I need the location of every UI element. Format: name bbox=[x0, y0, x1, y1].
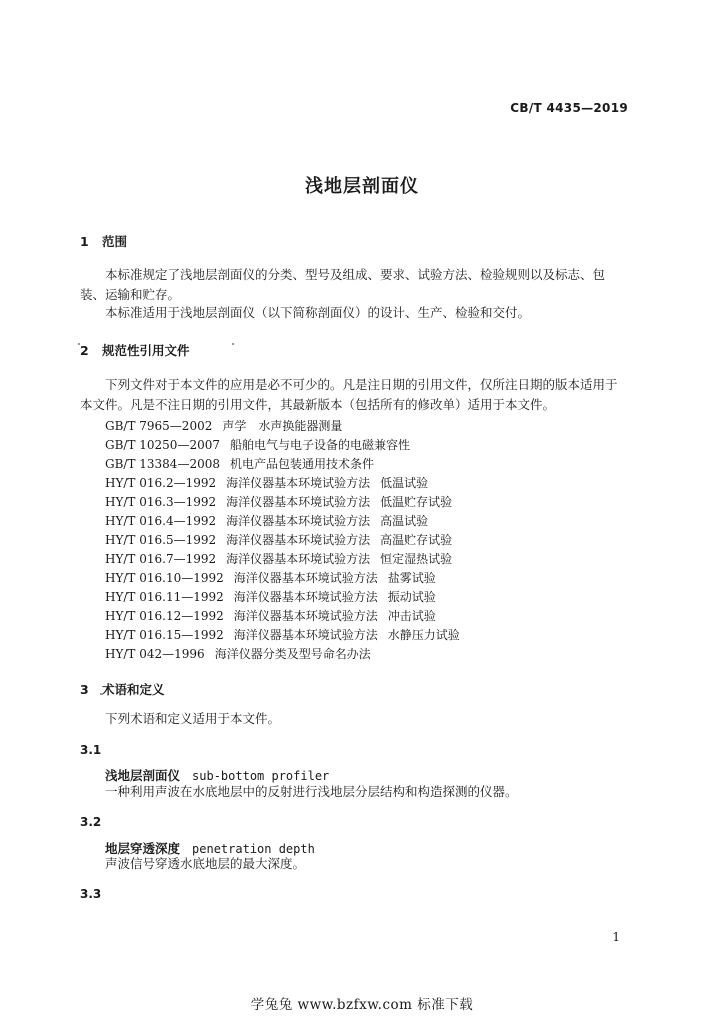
reference-item bbox=[105, 569, 436, 586]
reference-title: 声学 水声换能器测量 bbox=[222, 419, 343, 433]
standard-code: CB/T 4435—2019 bbox=[510, 101, 628, 115]
reference-test: 高温试验 bbox=[380, 514, 429, 528]
term-english: sub-bottom profiler bbox=[192, 769, 330, 783]
reference-item bbox=[105, 493, 452, 510]
term-english: penetration depth bbox=[192, 842, 315, 856]
reference-code: HY/T 042—1996 bbox=[105, 647, 205, 661]
reference-title: 海洋仪器基本环境试验方法 bbox=[233, 590, 378, 604]
reference-code: HY/T 016.11—1992 bbox=[105, 590, 224, 604]
reference-code: GB/T 7965—2002 bbox=[105, 419, 213, 433]
reference-item bbox=[105, 531, 452, 548]
reference-test: 高温贮存试验 bbox=[380, 533, 453, 547]
term-chinese: 地层穿透深度 bbox=[105, 841, 181, 856]
scan-speck bbox=[100, 693, 102, 695]
reference-item bbox=[105, 607, 436, 624]
reference-code: GB/T 10250—2007 bbox=[105, 438, 220, 452]
footer-watermark: 学兔兔 www.bzfxw.com 标准下载 bbox=[250, 997, 474, 1013]
reference-title: 海洋仪器基本环境试验方法 bbox=[226, 552, 371, 566]
section-title: 术语和定义 bbox=[102, 682, 165, 697]
reference-code: HY/T 016.10—1992 bbox=[105, 571, 224, 585]
clause-number: 3.2 bbox=[80, 815, 102, 829]
reference-test: 振动试验 bbox=[387, 590, 436, 604]
reference-code: HY/T 016.7—1992 bbox=[105, 552, 217, 566]
reference-title: 海洋仪器基本环境试验方法 bbox=[226, 533, 371, 547]
reference-code: HY/T 016.12—1992 bbox=[105, 609, 224, 623]
reference-code: HY/T 016.4—1992 bbox=[105, 514, 217, 528]
reference-item bbox=[105, 436, 410, 453]
section-title: 规范性引用文件 bbox=[102, 343, 190, 358]
reference-item bbox=[105, 512, 428, 529]
reference-test: 盐雾试验 bbox=[387, 571, 436, 585]
scope-paragraph-1: 本标准规定了浅地层剖面仪的分类、型号及组成、要求、试验方法、检验规则以及标志、包装、运输和贮存。 bbox=[80, 267, 606, 302]
section-2-heading bbox=[80, 341, 190, 359]
reference-title: 船舶电气与电子设备的电磁兼容性 bbox=[229, 438, 410, 452]
term-definition: 声波信号穿透水底地层的最大深度。 bbox=[105, 856, 306, 871]
reference-test: 水静压力试验 bbox=[387, 628, 460, 642]
reference-item bbox=[105, 417, 342, 434]
reference-code: HY/T 016.5—1992 bbox=[105, 533, 217, 547]
reference-code: HY/T 016.15—1992 bbox=[105, 628, 224, 642]
reference-title: 机电产品包装通用技术条件 bbox=[229, 457, 374, 471]
reference-title: 海洋仪器基本环境试验方法 bbox=[226, 495, 371, 509]
reference-item bbox=[105, 474, 428, 491]
terms-intro: 下列术语和定义适用于本文件。 bbox=[105, 711, 281, 726]
reference-title: 海洋仪器基本环境试验方法 bbox=[226, 514, 371, 528]
reference-title: 海洋仪器基本环境试验方法 bbox=[233, 609, 378, 623]
clause-number: 3.3 bbox=[80, 887, 102, 901]
section-1-heading bbox=[80, 232, 127, 250]
scan-speck bbox=[232, 343, 234, 345]
reference-item bbox=[105, 588, 436, 605]
references-intro: 下列文件对于本文件的应用是必不可少的。凡是注日期的引用文件，仅所注日期的版本适用于本文件。凡是不注日期的引用文件，其最新版本（包括所有的修改单）适用于本文件。 bbox=[80, 377, 618, 412]
reference-code: HY/T 016.3—1992 bbox=[105, 495, 217, 509]
reference-item bbox=[105, 626, 460, 643]
reference-item bbox=[105, 645, 371, 662]
scan-speck bbox=[78, 343, 80, 345]
reference-test: 冲击试验 bbox=[387, 609, 436, 623]
reference-title: 海洋仪器基本环境试验方法 bbox=[233, 628, 378, 642]
term-definition: 一种利用声波在水底地层中的反射进行浅地层分层结构和构造探测的仪器。 bbox=[105, 784, 518, 799]
section-number: 2 bbox=[80, 343, 89, 358]
reference-code: HY/T 016.2—1992 bbox=[105, 476, 217, 490]
section-3-heading bbox=[80, 680, 165, 698]
reference-item bbox=[105, 550, 452, 567]
reference-test: 低温试验 bbox=[380, 476, 429, 490]
reference-test: 恒定湿热试验 bbox=[380, 552, 453, 566]
scope-paragraph-2: 本标准适用于浅地层剖面仪（以下简称剖面仪）的设计、生产、检验和交付。 bbox=[105, 305, 531, 320]
section-title: 范围 bbox=[102, 234, 128, 249]
section-number: 3 bbox=[80, 682, 89, 697]
document-title: 浅地层剖面仪 bbox=[305, 176, 419, 197]
clause-number: 3.1 bbox=[80, 743, 102, 757]
page-number: 1 bbox=[612, 930, 620, 944]
reference-code: GB/T 13384—2008 bbox=[105, 457, 220, 471]
reference-item bbox=[105, 455, 374, 472]
reference-title: 海洋仪器基本环境试验方法 bbox=[226, 476, 371, 490]
section-number: 1 bbox=[80, 234, 89, 249]
reference-title: 海洋仪器分类及型号命名办法 bbox=[214, 647, 371, 661]
reference-test: 低温贮存试验 bbox=[380, 495, 453, 509]
term-chinese: 浅地层剖面仪 bbox=[105, 768, 181, 783]
reference-title: 海洋仪器基本环境试验方法 bbox=[233, 571, 378, 585]
